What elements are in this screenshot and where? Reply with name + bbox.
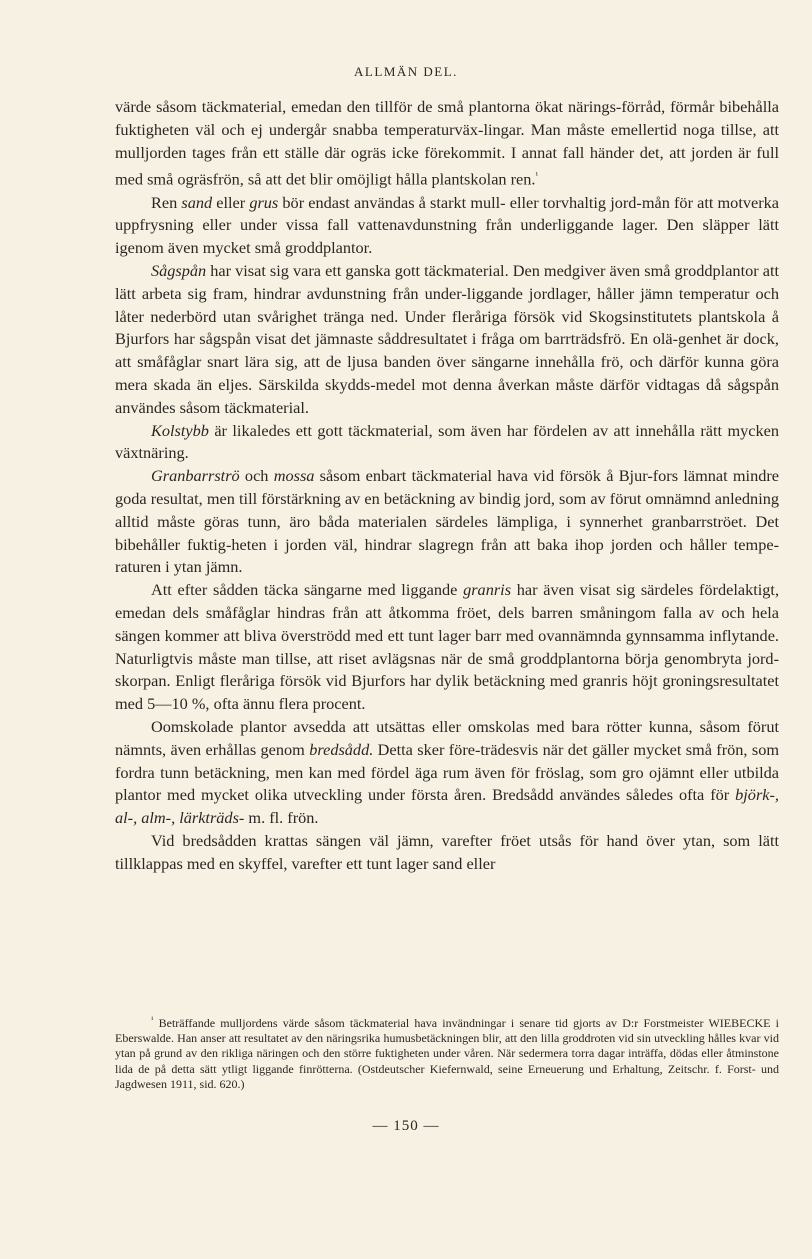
footnote	[115, 1012, 779, 1092]
paragraph-granbarrstro: Granbarrströ och mossa såsom enbart täckmaterial hava vid försök å Bjur-fors lämnat mindre goda resultat, men till förstärkning av en betäckning av bindig jord, som av förut omnämnd anledning alltid måste göras tunn, äro båda materialen särdeles lämpliga, i synnerhet granbarrströet. Det bibehåller fuktig-heten i jorden väl, hindrar slagregn från att baka ihop jorden och håller tempe-raturen i ytan jämn.	[115, 466, 779, 577]
running-header: ALLMÄN DEL.	[354, 64, 458, 79]
paragraph-sand: Ren sand eller grus bör endast användas å starkt mull- eller torvhaltig jord-mån för att motverka uppfrysning eller under vissa fall vattenavdunstning från underliggande lager. Den släpper lätt igenom även mycket små groddplantor.	[115, 192, 780, 258]
term-granbarrstro: Granbarrströ	[151, 466, 240, 486]
term-bredsadd: bredsådd.	[309, 739, 374, 759]
term-tree-species: björk-, al-, alm-, lärkträds-	[115, 785, 779, 828]
footnote-text: Beträffande mulljordens värde såsom täckmaterial hava invändningar i senare tid gjorts av D:r Forstmeister WIEBECKE i Eberswalde. Han anser att resultatet av den näringsrika humusbetäckningen blir, att den lilla groddroten vid sin utveckling hålles kvar vid ytan på grund av den rikliga näringen och den större fuktigheten under våren. När sedermera torra dagar inträffa, dödas eller åtminstone lida de på detta sätt ytligt liggande finrötterna. (Ostdeutscher Kiefernwald, seine Erneuerung und Erhaltung, Zeitschr. f. Forst- und Jagdwesen 1911, sid. 620.)	[115, 1016, 779, 1091]
term-sagspan: Sågspån	[151, 261, 207, 280]
term-kolstybb: Kolstybb	[151, 420, 209, 440]
body-text	[115, 96, 779, 876]
paragraph-sagspan: Sågspån har visat sig vara ett ganska gott täckmaterial. Den medgiver även små groddplantor att lätt arbeta sig fram, hindrar avdunstning från under-liggande jordlager, håller jämn temperatur och låter nederbörd utan svårighet tränga ned. Under fleråriga försök vid Skogsinstitutets plantskola å Bjurfors har sågspån visat det jämnaste såddresultatet i fråga om barrträdsfrö. En olä-genhet är dock, att småfåglar snart lära sig, att de ljusa banden över sängarne innehålla frö, och därför kunna göra mera skada än eljes. Särskilda skydds-medel mot denna åverkan måste därför vidtagas då sågspån användes såsom täckmaterial.	[115, 261, 780, 417]
term-sand: sand	[181, 192, 213, 212]
paragraph-bredsadden: Vid bredsådden krattas sängen väl jämn, varefter fröet utsås för hand över ytan, som lätt tillklappas med en skyffel, varefter ett tunt lager sand eller	[115, 830, 779, 873]
term-grus: grus	[249, 192, 279, 212]
paragraph-mulljord	[115, 96, 779, 192]
footnote-mark: ¹	[151, 1015, 154, 1024]
paragraph-text: värde såsom täckmaterial, emedan den tillför de små plantorna ökat närings-förråd, förmår bibehålla fuktigheten väl och ej undergår snabba temperaturväx-lingar. Man måste emellertid noga tillse, att mulljorden tages från ett ställe där ogräs icke förekommit. I annat fall händer det, att jorden är full med små ogräsfrön, så att det blir omöjligt hålla plantskolan ren.	[115, 97, 779, 189]
paragraph-bredsadd: Oomskolade plantor avsedda att utsättas eller omskolas med bara rötter kunna, såsom förut nämnts, även erhållas genom bredsådd. Detta sker före-trädesvis när det gäller mycket små frön, som fordra tunn betäckning, men kan med fördel äga rum även för fröslag, som gro ojämnt eller utbilda plantor med mycket olika utveckling under första åren. Bredsådd användes således ofta för björk-, al-, alm-, lärkträds- m. fl. frön.	[115, 716, 779, 828]
paragraph-granris: Att efter sådden täcka sängarne med liggande granris har även visat sig särdeles fördelaktigt, emedan dels småfåglar hindras från att åtkomma fröet, dels barren småningom falla av och hela sängen kommer att bliva överströdd med ett tunt lager barr med ovannämnda gynnsamma inflytande. Naturligtvis måste man tillse, att riset avlägsnas när de små groddplantorna börja genombryta jord-skorpan. Enligt fleråriga försök vid Bjurfors har dylik betäckning med granris höjt groningsresultatet med 5—10 %, ofta ännu flera procent.	[115, 580, 780, 714]
term-granris: granris	[463, 580, 512, 600]
paragraph-kolstybb: Kolstybb är likaledes ett gott täckmaterial, som även har fördelen av att innehålla rätt mycken växtnäring.	[115, 420, 779, 463]
footnote-reference: ¹	[535, 170, 539, 181]
term-mossa: mossa	[273, 466, 315, 486]
page-number: — 150 —	[372, 1118, 440, 1134]
